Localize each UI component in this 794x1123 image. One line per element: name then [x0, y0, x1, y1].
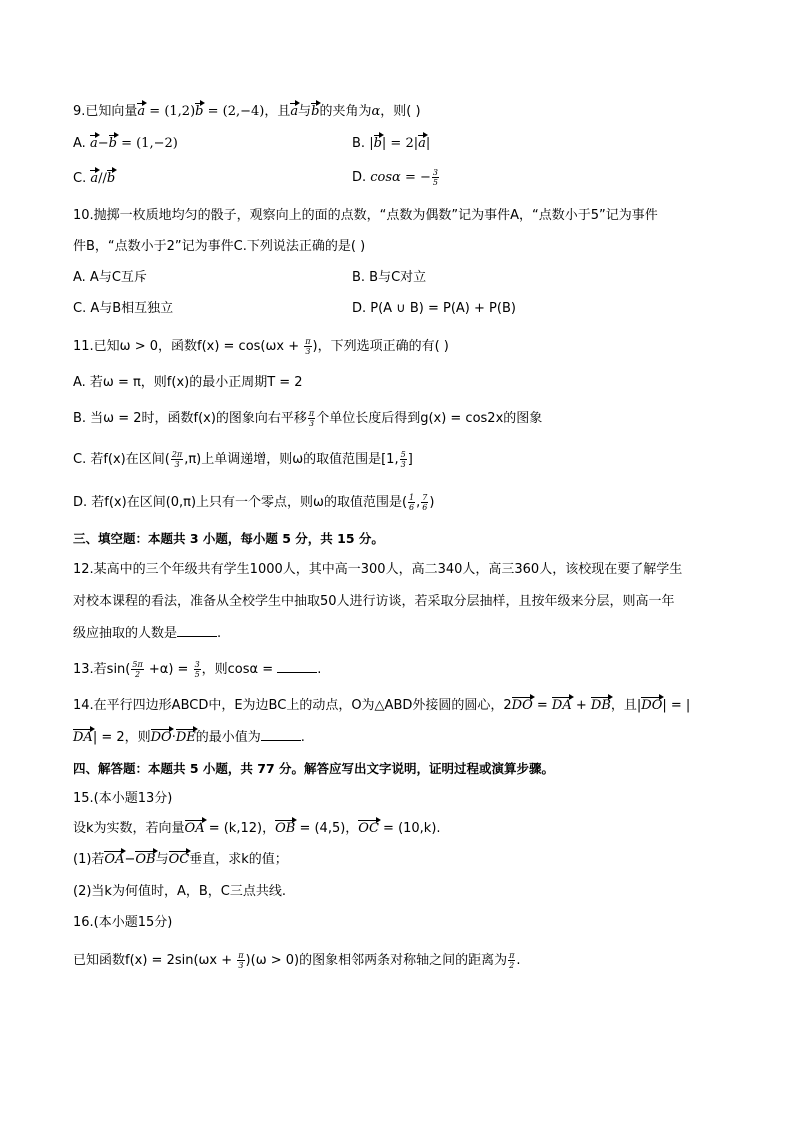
q15-part-1: (1)若OA−OB与OC垂直，求k的值； [73, 852, 288, 867]
q15-heading: 15.(本小题13分) [73, 791, 173, 806]
q10-option-a: A. A与C互斥 [73, 270, 147, 285]
q10-option-c: C. A与B相互独立 [73, 301, 174, 316]
q9-option-a: A. a−b = (1,−2) [73, 136, 178, 151]
answer-blank [177, 624, 217, 637]
q10-option-b: B. B与C对立 [352, 270, 427, 285]
q15-stem: 设k为实数，若向量OA = (k,12)，OB = (4,5)，OC = (10,k). [73, 821, 441, 836]
q12-line3: 级应抽取的人数是 . [73, 626, 222, 641]
q11-option-c: C. 若f(x)在区间( $\frac{2\pi}{3}$ ,π)上单调递增，则ω的取值范围是[1, $\frac{5}{3}$ ] [73, 450, 413, 469]
q13-stem: 13.若sin( $\frac{5\pi}{2}$ +α) = $\frac{3}{5}$ ，则cosα = . [73, 660, 322, 679]
q12-line1: 12.某高中的三个年级共有学生1000人，其中高一300人，高二340人，高三360人，该校现在要了解学生 [73, 562, 683, 577]
q9-option-b: B. |b| = 2|a| [352, 136, 431, 151]
q10-stem-line2: 件B，“点数小于2”记为事件C.下列说法正确的是( ) [73, 239, 366, 254]
q14-line1: 14.在平行四边形ABCD中，E为边BC上的动点，O为△ABD外接圆的圆心，2DO = DA + DB，且|DO| = | [73, 698, 691, 713]
q11-option-d: D. 若f(x)在区间(0,π)上只有一个零点，则ω的取值范围是( $\frac{1}{6}$ , $\frac{7}{6}$ ) [73, 493, 435, 512]
q16-stem: 已知函数f(x) = 2sin(ωx + $\frac{\pi}{3}$ )(ω > 0)的图象相邻两条对称轴之间的距离为 $\frac{\pi}{2}$ . [73, 951, 521, 970]
q15-part-2: (2)当k为何值时，A，B，C三点共线. [73, 884, 286, 899]
section-3-heading: 三、填空题：本题共 3 小题，每小题 5 分，共 15 分。 [73, 531, 384, 546]
answer-blank [277, 660, 317, 673]
q11-option-b: B. 当ω = 2时，函数f(x)的图象向右平移 $\frac{\pi}{3}$ 个单位长度后得到g(x) = cos2x的图象 [73, 409, 543, 428]
q11-stem: 11.已知ω > 0，函数f(x) = cos(ωx + $\frac{\pi}{3}$ )，下列选项正确的有( ) [73, 337, 449, 356]
answer-blank [261, 728, 301, 741]
q9-option-c: C. a//b [73, 171, 116, 186]
section-4-heading: 四、解答题：本题共 5 小题，共 77 分。解答应写出文字说明，证明过程或演算步骤。 [73, 761, 555, 776]
q9-option-d: D. cosα = − $\frac{3}{5}$ [352, 168, 438, 187]
q14-line2: DA| = 2，则DO·DE的最小值为 . [73, 730, 305, 745]
q12-line2: 对校本课程的看法，准备从全校学生中抽取50人进行访谈，若采取分层抽样，且按年级来分层，则高一年 [73, 594, 675, 609]
q9-stem: 9.已知向量a = (1,2)b = (2,−4)，且a与b的夹角为α，则( ) [73, 104, 421, 119]
q16-heading: 16.(本小题15分) [73, 915, 173, 930]
q11-option-a: A. 若ω = π，则f(x)的最小正周期T = 2 [73, 375, 303, 390]
q10-stem-line1: 10.抛掷一枚质地均匀的骰子，观察向上的面的点数，“点数为偶数”记为事件A，“点数小于5”记为事件 [73, 208, 658, 223]
q10-option-d: D. P(A ∪ B) = P(A) + P(B) [352, 301, 516, 316]
